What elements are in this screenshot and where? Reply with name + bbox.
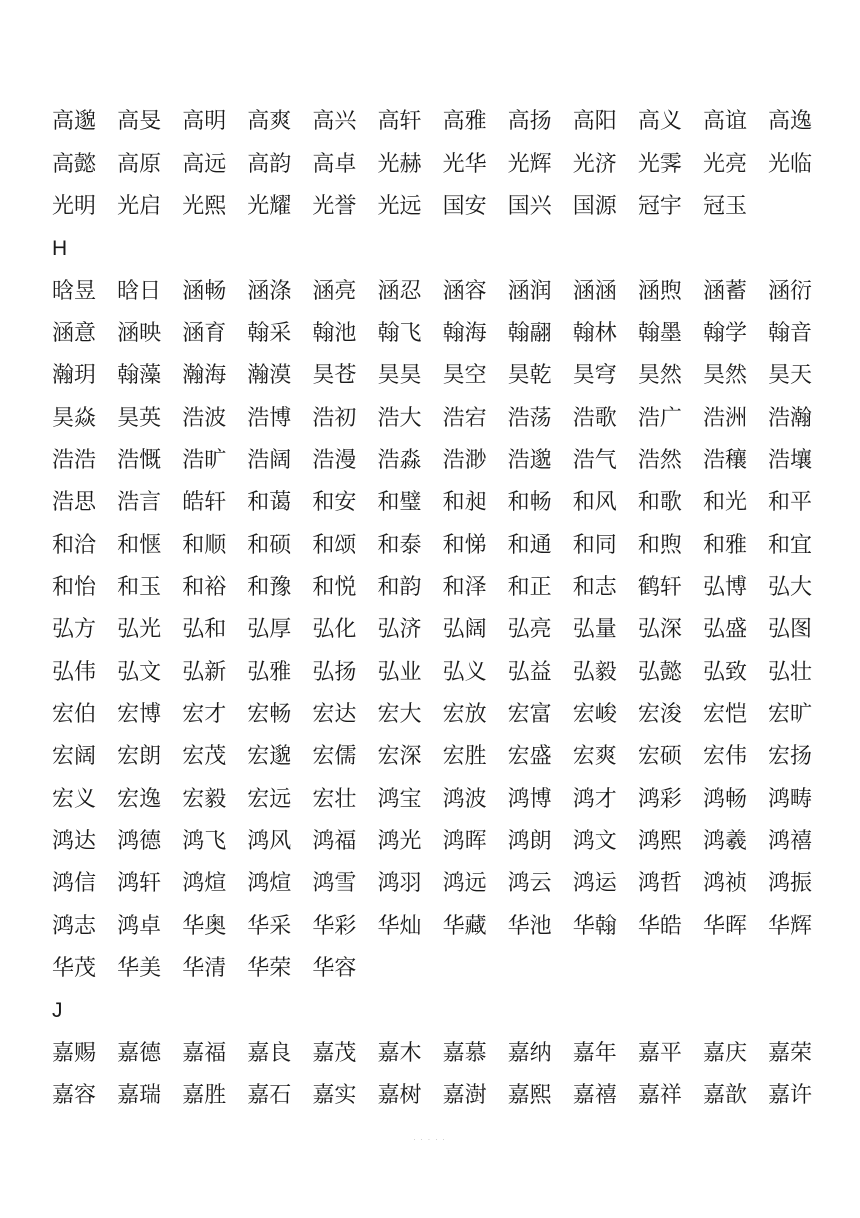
- name-entry: 高懿: [52, 151, 97, 177]
- name-entry: 浩慨: [117, 447, 162, 473]
- name-entry: 华藏: [442, 913, 487, 939]
- name-entry: 昊苍: [312, 363, 357, 389]
- name-row: [52, 482, 842, 524]
- name-entry: 弘扬: [312, 659, 357, 685]
- name-entry: 浩波: [182, 405, 227, 431]
- name-entry: 和平: [768, 490, 813, 516]
- name-entry: 浩博: [247, 405, 292, 431]
- name-entry: 高卓: [312, 151, 357, 177]
- name-entry: 宏才: [182, 701, 227, 727]
- name-entry: 涵育: [182, 320, 227, 346]
- name-entry: 浩阔: [247, 447, 292, 473]
- name-entry: 华晖: [702, 913, 747, 939]
- name-entry: 弘懿: [637, 659, 682, 685]
- name-entry: 光熙: [182, 193, 227, 219]
- name-entry: 弘文: [117, 659, 162, 685]
- name-entry: 昊天: [768, 363, 813, 389]
- name-entry: 浩瀚: [768, 405, 813, 431]
- name-entry: 嘉实: [312, 1083, 357, 1109]
- name-entry: 华皓: [637, 913, 682, 939]
- name-entry: 涵忍: [377, 278, 422, 304]
- section-letter-heading: [52, 990, 842, 1032]
- name-entry: 高远: [182, 151, 227, 177]
- name-entry: 嘉慕: [442, 1040, 487, 1066]
- name-entry: 弘和: [182, 617, 227, 643]
- name-entry: 弘致: [702, 659, 747, 685]
- name-entry: 宏远: [247, 786, 292, 812]
- name-entry: 宏伟: [702, 744, 747, 770]
- name-entry: 嘉平: [637, 1040, 682, 1066]
- name-entry: 华荣: [247, 956, 292, 982]
- name-entry: 鸿哲: [637, 871, 682, 897]
- name-entry: 鸿光: [377, 829, 422, 855]
- name-entry: 鸿煊: [182, 871, 227, 897]
- name-entry: 嘉祥: [637, 1083, 682, 1109]
- name-entry: 浩荡: [507, 405, 552, 431]
- name-entry: 鸿禧: [768, 829, 813, 855]
- name-entry: 浩然: [637, 447, 682, 473]
- name-entry: 嘉德: [117, 1040, 162, 1066]
- name-entry: 涵润: [507, 278, 552, 304]
- name-entry: 弘厚: [247, 617, 292, 643]
- name-entry: 和煦: [637, 532, 682, 558]
- name-entry: 鸿波: [442, 786, 487, 812]
- name-entry: 光辉: [507, 151, 552, 177]
- name-entry: 宏达: [312, 701, 357, 727]
- name-entry: 宏胜: [442, 744, 487, 770]
- name-entry: 涵映: [117, 320, 162, 346]
- name-entry: 光华: [442, 151, 487, 177]
- name-entry: 鸿福: [312, 829, 357, 855]
- name-entry: 涵畅: [182, 278, 227, 304]
- name-entry: 浩思: [52, 490, 97, 516]
- name-entry: 嘉熙: [507, 1083, 552, 1109]
- name-entry: 弘毅: [572, 659, 617, 685]
- name-entry: 宏博: [117, 701, 162, 727]
- name-entry: 浩歌: [572, 405, 617, 431]
- name-entry: 弘方: [52, 617, 97, 643]
- name-entry: 和歌: [637, 490, 682, 516]
- name-entry: 鸿朗: [507, 829, 552, 855]
- name-entry: 嘉木: [377, 1040, 422, 1066]
- name-entry: 光赫: [377, 151, 422, 177]
- name-entry: 翰林: [572, 320, 617, 346]
- name-entry: 和昶: [442, 490, 487, 516]
- name-entry: 鸿飞: [182, 829, 227, 855]
- name-entry: 鸿宝: [377, 786, 422, 812]
- name-entry: 弘济: [377, 617, 422, 643]
- name-entry: 翰学: [702, 320, 747, 346]
- name-row: [52, 651, 842, 693]
- name-entry: 浩气: [572, 447, 617, 473]
- name-entry: 和玉: [117, 574, 162, 600]
- name-entry: 高爽: [247, 109, 292, 135]
- name-entry: 浩穰: [702, 447, 747, 473]
- name-entry: 宏逸: [117, 786, 162, 812]
- name-entry: 昊然: [702, 363, 747, 389]
- name-entry: 嘉良: [247, 1040, 292, 1066]
- name-entry: 弘化: [312, 617, 357, 643]
- name-entry: 嘉容: [52, 1083, 97, 1109]
- name-entry: 鸿风: [247, 829, 292, 855]
- name-entry: 瀚海: [182, 363, 227, 389]
- name-entry: 宏爽: [572, 744, 617, 770]
- name-entry: 国源: [572, 193, 617, 219]
- name-entry: 高韵: [247, 151, 292, 177]
- name-entry: 弘义: [442, 659, 487, 685]
- name-entry: 光启: [117, 193, 162, 219]
- name-row: [52, 948, 842, 990]
- name-row: [52, 567, 842, 609]
- name-entry: 鸿志: [52, 913, 97, 939]
- name-entry: 嘉福: [182, 1040, 227, 1066]
- name-entry: 高原: [117, 151, 162, 177]
- name-entry: 宏恺: [702, 701, 747, 727]
- name-entry: 嘉茂: [312, 1040, 357, 1066]
- name-entry: 鸿德: [117, 829, 162, 855]
- name-entry: 和志: [572, 574, 617, 600]
- name-entry: 高扬: [507, 109, 552, 135]
- name-entry: 昊乾: [507, 363, 552, 389]
- name-entry: 和韵: [377, 574, 422, 600]
- name-entry: 浩广: [637, 405, 682, 431]
- name-entry: 鸿畴: [768, 786, 813, 812]
- name-entry: 弘壮: [768, 659, 813, 685]
- name-row: [52, 821, 842, 863]
- name-entry: 华茂: [52, 956, 97, 982]
- name-entry: 皓轩: [182, 490, 227, 516]
- name-entry: 昊空: [442, 363, 487, 389]
- name-entry: 翰翮: [507, 320, 552, 346]
- name-row: [52, 609, 842, 651]
- name-entry: 高兴: [312, 109, 357, 135]
- name-entry: 涵涤: [247, 278, 292, 304]
- name-entry: 光临: [768, 151, 813, 177]
- name-entry: 翰藻: [117, 363, 162, 389]
- name-entry: 冠宇: [637, 193, 682, 219]
- name-entry: 浩渺: [442, 447, 487, 473]
- name-entry: 和蔼: [247, 490, 292, 516]
- name-entry: 高谊: [702, 109, 747, 135]
- name-entry: 鸿云: [507, 871, 552, 897]
- name-entry: 鸿彩: [637, 786, 682, 812]
- name-entry: 和同: [572, 532, 617, 558]
- name-entry: 光明: [52, 193, 97, 219]
- name-entry: 宏放: [442, 701, 487, 727]
- name-entry: 翰飞: [377, 320, 422, 346]
- name-entry: 弘业: [377, 659, 422, 685]
- name-entry: 光霁: [637, 151, 682, 177]
- name-entry: 晗昱: [52, 278, 97, 304]
- name-entry: 昊昊: [377, 363, 422, 389]
- name-entry: 宏阔: [52, 744, 97, 770]
- name-entry: 华奥: [182, 913, 227, 939]
- page-footer-dots: . . . . .: [413, 1136, 447, 1142]
- name-entry: 鸿羲: [702, 829, 747, 855]
- name-entry: 嘉禧: [572, 1083, 617, 1109]
- name-entry: 华彩: [312, 913, 357, 939]
- name-entry: 国兴: [507, 193, 552, 219]
- name-entry: 宏硕: [637, 744, 682, 770]
- name-entry: 嘉胜: [182, 1083, 227, 1109]
- name-entry: 光耀: [247, 193, 292, 219]
- name-entry: 鸿信: [52, 871, 97, 897]
- name-entry: 华灿: [377, 913, 422, 939]
- name-entry: 和怡: [52, 574, 97, 600]
- name-entry: 弘光: [117, 617, 162, 643]
- name-entry: 鸿运: [572, 871, 617, 897]
- name-entry: 浩淼: [377, 447, 422, 473]
- name-entry: 和硕: [247, 532, 292, 558]
- name-entry: 和颂: [312, 532, 357, 558]
- name-entry: 翰音: [768, 320, 813, 346]
- name-entry: 华池: [507, 913, 552, 939]
- name-entry: 宏富: [507, 701, 552, 727]
- name-entry: 涵衍: [768, 278, 813, 304]
- name-entry: 宏峻: [572, 701, 617, 727]
- name-entry: 晗日: [117, 278, 162, 304]
- name-entry: 嘉许: [768, 1083, 813, 1109]
- name-entry: 嘉瑞: [117, 1083, 162, 1109]
- name-entry: 鸿畅: [702, 786, 747, 812]
- name-entry: 宏畅: [247, 701, 292, 727]
- name-entry: 弘大: [768, 574, 813, 600]
- name-entry: 昊英: [117, 405, 162, 431]
- name-row: [52, 440, 842, 482]
- name-entry: 和裕: [182, 574, 227, 600]
- name-row: [52, 355, 842, 397]
- name-entry: 鸿卓: [117, 913, 162, 939]
- name-entry: 鸿轩: [117, 871, 162, 897]
- name-entry: 国安: [442, 193, 487, 219]
- name-entry: 和泰: [377, 532, 422, 558]
- name-entry: 宏茂: [182, 744, 227, 770]
- name-entry: 宏毅: [182, 786, 227, 812]
- name-entry: 涵煦: [637, 278, 682, 304]
- name-row: [52, 397, 842, 439]
- name-entry: 宏扬: [768, 744, 813, 770]
- name-entry: 涵意: [52, 320, 97, 346]
- name-entry: 弘伟: [52, 659, 97, 685]
- name-entry: 和豫: [247, 574, 292, 600]
- section-letter: H: [52, 237, 68, 261]
- name-entry: 宏盛: [507, 744, 552, 770]
- name-row: [52, 906, 842, 948]
- name-entry: 鸿文: [572, 829, 617, 855]
- name-entry: 翰墨: [637, 320, 682, 346]
- name-entry: 涵涵: [572, 278, 617, 304]
- name-entry: 和雅: [702, 532, 747, 558]
- name-entry: 和通: [507, 532, 552, 558]
- name-list-document: [52, 101, 842, 1117]
- name-entry: 冠玉: [702, 193, 747, 219]
- name-row: [52, 524, 842, 566]
- name-row: [52, 694, 842, 736]
- name-entry: 浩宕: [442, 405, 487, 431]
- name-entry: 光济: [572, 151, 617, 177]
- name-entry: 和正: [507, 574, 552, 600]
- name-row: [52, 143, 842, 185]
- name-entry: 鹤轩: [637, 574, 682, 600]
- section-letter: J: [52, 999, 63, 1023]
- name-entry: 弘雅: [247, 659, 292, 685]
- name-entry: 嘉荣: [768, 1040, 813, 1066]
- name-entry: 翰采: [247, 320, 292, 346]
- name-row: [52, 779, 842, 821]
- name-entry: 浩言: [117, 490, 162, 516]
- name-entry: 和风: [572, 490, 617, 516]
- name-entry: 弘深: [637, 617, 682, 643]
- name-row: [52, 1033, 842, 1075]
- name-entry: 和顺: [182, 532, 227, 558]
- name-entry: 宏壮: [312, 786, 357, 812]
- name-entry: 光亮: [702, 151, 747, 177]
- name-entry: 和安: [312, 490, 357, 516]
- name-entry: 嘉歆: [702, 1083, 747, 1109]
- name-entry: 和璧: [377, 490, 422, 516]
- name-entry: 高明: [182, 109, 227, 135]
- name-row: [52, 1075, 842, 1117]
- name-entry: 高邈: [52, 109, 97, 135]
- name-entry: 嘉澍: [442, 1083, 487, 1109]
- name-entry: 昊然: [637, 363, 682, 389]
- name-entry: 高阳: [572, 109, 617, 135]
- name-entry: 弘阔: [442, 617, 487, 643]
- name-entry: 宏儒: [312, 744, 357, 770]
- name-entry: 昊焱: [52, 405, 97, 431]
- name-entry: 宏伯: [52, 701, 97, 727]
- name-entry: 鸿熙: [637, 829, 682, 855]
- section-letter-heading: [52, 228, 842, 270]
- name-entry: 鸿振: [768, 871, 813, 897]
- name-entry: 翰池: [312, 320, 357, 346]
- name-entry: 高义: [637, 109, 682, 135]
- name-entry: 和洽: [52, 532, 97, 558]
- name-entry: 弘益: [507, 659, 552, 685]
- name-entry: 宏浚: [637, 701, 682, 727]
- name-entry: 弘新: [182, 659, 227, 685]
- name-entry: 鸿羽: [377, 871, 422, 897]
- name-entry: 浩壤: [768, 447, 813, 473]
- name-entry: 和光: [702, 490, 747, 516]
- name-entry: 浩浩: [52, 447, 97, 473]
- name-row: [52, 186, 842, 228]
- name-entry: 瀚漠: [247, 363, 292, 389]
- name-entry: 弘图: [768, 617, 813, 643]
- name-entry: 鸿博: [507, 786, 552, 812]
- name-entry: 浩漫: [312, 447, 357, 473]
- name-entry: 鸿晖: [442, 829, 487, 855]
- name-row: [52, 736, 842, 778]
- name-entry: 涵亮: [312, 278, 357, 304]
- name-entry: 瀚玥: [52, 363, 97, 389]
- name-row: [52, 863, 842, 905]
- name-entry: 光誉: [312, 193, 357, 219]
- name-entry: 弘量: [572, 617, 617, 643]
- name-entry: 涵容: [442, 278, 487, 304]
- name-entry: 浩初: [312, 405, 357, 431]
- name-entry: 光远: [377, 193, 422, 219]
- name-entry: 华辉: [768, 913, 813, 939]
- name-entry: 浩邈: [507, 447, 552, 473]
- name-entry: 高雅: [442, 109, 487, 135]
- name-row: [52, 270, 842, 312]
- name-entry: 宏旷: [768, 701, 813, 727]
- name-entry: 嘉赐: [52, 1040, 97, 1066]
- name-entry: 华翰: [572, 913, 617, 939]
- name-entry: 嘉树: [377, 1083, 422, 1109]
- name-entry: 宏大: [377, 701, 422, 727]
- name-entry: 宏深: [377, 744, 422, 770]
- name-entry: 和悦: [312, 574, 357, 600]
- name-entry: 嘉纳: [507, 1040, 552, 1066]
- name-entry: 和畅: [507, 490, 552, 516]
- name-entry: 高旻: [117, 109, 162, 135]
- name-entry: 鸿雪: [312, 871, 357, 897]
- name-entry: 浩大: [377, 405, 422, 431]
- name-entry: 宏义: [52, 786, 97, 812]
- name-entry: 宏朗: [117, 744, 162, 770]
- name-entry: 嘉石: [247, 1083, 292, 1109]
- name-row: [52, 101, 842, 143]
- name-entry: 昊穹: [572, 363, 617, 389]
- name-entry: 鸿才: [572, 786, 617, 812]
- name-entry: 嘉年: [572, 1040, 617, 1066]
- name-entry: 高轩: [377, 109, 422, 135]
- name-entry: 鸿祯: [702, 871, 747, 897]
- name-entry: 华美: [117, 956, 162, 982]
- name-entry: 弘亮: [507, 617, 552, 643]
- name-entry: 华容: [312, 956, 357, 982]
- name-entry: 和宜: [768, 532, 813, 558]
- name-entry: 高逸: [768, 109, 813, 135]
- name-entry: 翰海: [442, 320, 487, 346]
- name-entry: 和泽: [442, 574, 487, 600]
- name-entry: 涵蓄: [702, 278, 747, 304]
- name-entry: 弘盛: [702, 617, 747, 643]
- name-row: [52, 313, 842, 355]
- name-entry: 嘉庆: [702, 1040, 747, 1066]
- name-entry: 华清: [182, 956, 227, 982]
- name-entry: 浩洲: [702, 405, 747, 431]
- name-entry: 鸿煊: [247, 871, 292, 897]
- name-entry: 华采: [247, 913, 292, 939]
- name-entry: 和悌: [442, 532, 487, 558]
- name-entry: 浩旷: [182, 447, 227, 473]
- name-entry: 鸿远: [442, 871, 487, 897]
- name-entry: 弘博: [702, 574, 747, 600]
- name-entry: 宏邈: [247, 744, 292, 770]
- name-entry: 和惬: [117, 532, 162, 558]
- name-entry: 鸿达: [52, 829, 97, 855]
